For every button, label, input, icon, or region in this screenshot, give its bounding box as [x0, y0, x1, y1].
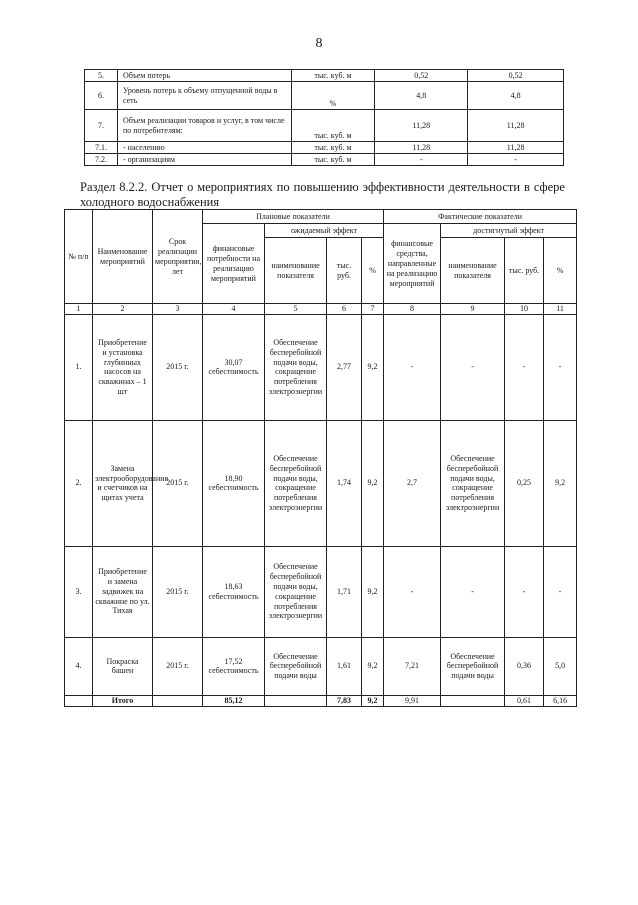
table-row — [85, 70, 564, 82]
table-row — [65, 546, 577, 637]
row-name: - населению — [117, 142, 291, 154]
header-actual: Фактические показатели — [384, 210, 577, 224]
row-measure: Замена электрооборудования и счетчиков на щитах учета — [93, 420, 153, 546]
row-value-1: 11,28 — [375, 142, 468, 154]
total-pct: 9,2 — [362, 695, 384, 706]
row-value-2: - — [468, 154, 564, 166]
row-unit: тыс. куб. м — [291, 70, 375, 82]
row-number: 3. — [65, 546, 93, 637]
row-term: 2015 г. — [153, 420, 203, 546]
row-number: 7.2. — [85, 154, 118, 166]
row-fact-indicator: - — [441, 314, 505, 420]
row-rub: 2,77 — [327, 314, 362, 420]
header-indicator-name-2: наименование показателя — [441, 238, 505, 304]
row-rub: 1,61 — [327, 637, 362, 695]
row-fact-pct: - — [544, 546, 577, 637]
row-name: - организациям — [117, 154, 291, 166]
header-row — [65, 210, 577, 224]
row-rub: 1,74 — [327, 420, 362, 546]
row-fin: 17,52 себестоимость — [203, 637, 265, 695]
row-unit: % — [291, 82, 375, 110]
row-measure: Приобретение и замена задвижек на скважине по ул. Тихая — [93, 546, 153, 637]
total-label: Итого — [93, 695, 153, 706]
losses-table — [84, 69, 564, 166]
header-achieved-effect: достигнутый эффект — [441, 224, 577, 238]
row-fact-indicator: Обеспечение бесперебойной подачи воды — [441, 637, 505, 695]
table-row — [65, 637, 577, 695]
table-row — [65, 420, 577, 546]
total-num — [65, 695, 93, 706]
row-value-2: 0,52 — [468, 70, 564, 82]
row-fact-rub: 0,25 — [505, 420, 544, 546]
row-fact-rub: - — [505, 314, 544, 420]
header-percent-2: % — [544, 238, 577, 304]
header-percent: % — [362, 238, 384, 304]
column-numbers-row — [65, 304, 577, 315]
row-term: 2015 г. — [153, 314, 203, 420]
row-fact-fin: - — [384, 314, 441, 420]
row-number: 5. — [85, 70, 118, 82]
header-term: Срок реализации мероприятия, лет — [153, 210, 203, 304]
column-number: 10 — [505, 304, 544, 315]
row-value-2: 4,8 — [468, 82, 564, 110]
row-fact-fin: 7,21 — [384, 637, 441, 695]
row-fin: 30,07 себестоимость — [203, 314, 265, 420]
row-fact-fin: - — [384, 546, 441, 637]
column-number: 6 — [327, 304, 362, 315]
row-number: 7. — [85, 110, 118, 142]
header-expected-effect: ожидаемый эффект — [265, 224, 384, 238]
row-unit: тыс. куб. м — [291, 142, 375, 154]
row-value-2: 11,28 — [468, 142, 564, 154]
header-thous-rub: тыс. руб. — [327, 238, 362, 304]
row-number: 1. — [65, 314, 93, 420]
total-term — [153, 695, 203, 706]
row-indicator: Обеспечение бесперебойной подачи воды — [265, 637, 327, 695]
table-row — [85, 154, 564, 166]
column-number: 9 — [441, 304, 505, 315]
row-value-1: 0,52 — [375, 70, 468, 82]
header-num: № п/п — [65, 210, 93, 304]
row-pct: 9,2 — [362, 637, 384, 695]
total-fact-indicator — [441, 695, 505, 706]
row-unit: тыс. куб. м — [291, 154, 375, 166]
measures-report-table — [64, 209, 577, 707]
row-name: Уровень потерь к объему отпущенной воды в сеть — [117, 82, 291, 110]
row-value-1: 4,8 — [375, 82, 468, 110]
row-fin: 18,63 себестоимость — [203, 546, 265, 637]
total-indicator — [265, 695, 327, 706]
row-fact-pct: - — [544, 314, 577, 420]
column-number: 7 — [362, 304, 384, 315]
row-pct: 9,2 — [362, 314, 384, 420]
row-name: Объем реализации товаров и услуг, в том числе по потребителям: — [117, 110, 291, 142]
row-measure: Покраска башен — [93, 637, 153, 695]
page-number: 8 — [315, 36, 323, 51]
header-actual-fin: финансовые средства, направленные на реализацию мероприятий — [384, 224, 441, 304]
row-term: 2015 г. — [153, 546, 203, 637]
row-number: 4. — [65, 637, 93, 695]
row-fact-pct: 5,0 — [544, 637, 577, 695]
row-fact-indicator: - — [441, 546, 505, 637]
total-fact-rub: 0,61 — [505, 695, 544, 706]
row-fin: 18,90 себестоимость — [203, 420, 265, 546]
total-row — [65, 695, 577, 706]
row-measure: Приобретение и установка глубинных насосов на скважинах – 1 шт — [93, 314, 153, 420]
column-number: 1 — [65, 304, 93, 315]
header-planned-fin: финансовые потребности на реализацию мероприятий — [203, 224, 265, 304]
table-row — [85, 110, 564, 142]
header-indicator-name: наименование показателя — [265, 238, 327, 304]
column-number: 4 — [203, 304, 265, 315]
row-indicator: Обеспечение бесперебойной подачи воды, сокращение потребления электроэнергии — [265, 420, 327, 546]
row-name: Объем потерь — [117, 70, 291, 82]
total-fin: 85,12 — [203, 695, 265, 706]
column-number: 5 — [265, 304, 327, 315]
row-term: 2015 г. — [153, 637, 203, 695]
total-fact-fin: 9,91 — [384, 695, 441, 706]
column-number: 11 — [544, 304, 577, 315]
total-fact-pct: 6,16 — [544, 695, 577, 706]
row-unit: тыс. куб. м — [291, 110, 375, 142]
row-indicator: Обеспечение бесперебойной подачи воды, сокращение потребления электроэнергии — [265, 546, 327, 637]
row-value-1: - — [375, 154, 468, 166]
column-number: 2 — [93, 304, 153, 315]
row-pct: 9,2 — [362, 546, 384, 637]
row-indicator: Обеспечение бесперебойной подачи воды, сокращение потребления электроэнергии — [265, 314, 327, 420]
section-heading: Раздел 8.2.2. Отчет о мероприятиях по повышению эффективности деятельности в сфере холодного водоснабжения — [80, 180, 565, 209]
row-rub: 1,71 — [327, 546, 362, 637]
row-fact-rub: - — [505, 546, 544, 637]
row-number: 6. — [85, 82, 118, 110]
row-number: 7.1. — [85, 142, 118, 154]
row-fact-fin: 2,7 — [384, 420, 441, 546]
total-rub: 7,83 — [327, 695, 362, 706]
row-value-2: 11,28 — [468, 110, 564, 142]
column-number: 3 — [153, 304, 203, 315]
row-fact-rub: 0,36 — [505, 637, 544, 695]
row-number: 2. — [65, 420, 93, 546]
table-row — [85, 142, 564, 154]
row-value-1: 11,28 — [375, 110, 468, 142]
table-row — [65, 314, 577, 420]
header-measure-name: Наименование мероприятий — [93, 210, 153, 304]
row-fact-indicator: Обеспечение бесперебойной подачи воды, сокращение потребления электроэнергии — [441, 420, 505, 546]
header-planned: Плановые показатели — [203, 210, 384, 224]
column-number: 8 — [384, 304, 441, 315]
row-fact-pct: 9,2 — [544, 420, 577, 546]
table-row — [85, 82, 564, 110]
row-pct: 9,2 — [362, 420, 384, 546]
header-thous-rub-2: тыс. руб. — [505, 238, 544, 304]
